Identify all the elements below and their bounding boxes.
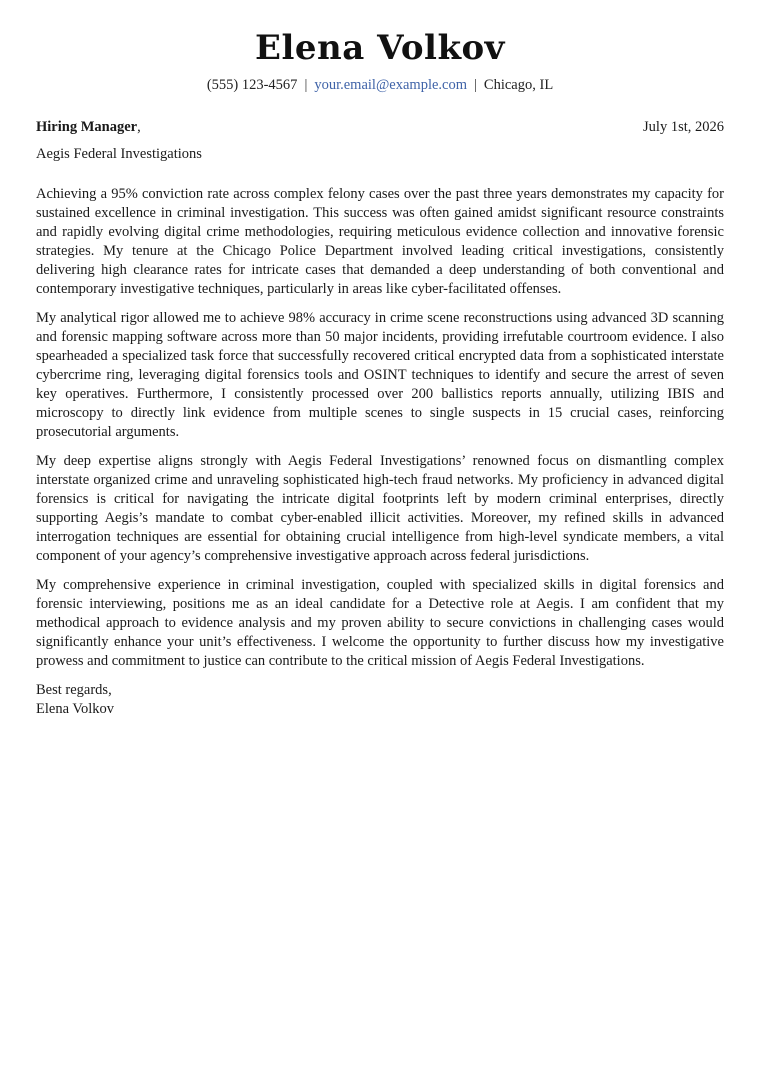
location: Chicago, IL [483,77,554,93]
body-paragraph: Achieving a 95% conviction rate across complex felony cases over the past three years demonstrates my capacity for sustained excellence in criminal investigation. This success was often gained amidst significant resource constraints and rapidly evolving digital crime methodologies, requiring meticulous evidence collection and innovative forensic strategies. My tenure at the Chicago Police Department involved leading critical investigations, consistently delivering high clearance rates for intricate cases that demanded a deep understanding of both conventional and contemporary investigative techniques, particularly in areas like cyber-facilitated offenses. [36,186,724,297]
salutation-row [36,118,724,136]
applicant-name: Elena Volkov [255,28,505,68]
company-name: Aegis Federal Investigations [36,146,202,162]
recipient-punctuation: , [137,119,141,135]
recipient-name: Hiring Manager [36,119,138,135]
phone-number: (555) 123-4567 [206,77,298,93]
closing-block [36,681,724,719]
letter-date: July 1st, 2026 [643,119,724,135]
email-link[interactable]: your.email@example.com [314,77,468,93]
body-paragraph: My deep expertise aligns strongly with Aegis Federal Investigations’ renowned focus on dismantling complex interstate organized crime and unraveling sophisticated high-tech fraud networks. My proficiency in advanced digital forensics is critical for navigating the intricate digital footprints left by modern criminal enterprises, directly supporting Aegis’s mandate to combat cyber-enabled illicit activities. Moreover, my refined skills in advanced interrogation techniques are essential for obtaining crucial intelligence from high-level syndicate members, a vital component of your agency’s comprehensive investigative approach across federal jurisdictions. [36,453,724,564]
body-paragraph: My analytical rigor allowed me to achieve 98% accuracy in crime scene reconstructions using advanced 3D scanning and forensic mapping software across more than 50 major incidents, providing irrefutable courtroom evidence. I also spearheaded a specialized task force that successfully recovered critical encrypted data from a sophisticated interstate cybercrime ring, leveraging digital forensics tools and OSINT techniques to identify and secure the arrest of seven key operatives. Furthermore, I consistently processed over 200 ballistics reports annually, utilizing IBIS and microscopy to directly link evidence from multiple scenes to single suspects in 15 crucial cases, reinforcing prosecutorial arguments. [36,310,724,440]
salutation [36,118,141,136]
letter-body [36,185,724,671]
body-paragraph: My comprehensive experience in criminal investigation, coupled with specialized skills in digital forensics and forensic interviewing, positions me as an ideal candidate for a Detective role at Aegis. I am confident that my methodical approach to evidence analysis and my proven ability to secure convictions in challenging cases would significantly enhance your unit’s effectiveness. I welcome the opportunity to further discuss how my investigative prowess and commitment to justice can contribute to the critical mission of Aegis Federal Investigations. [36,577,724,669]
closing-phrase: Best regards, [36,682,112,698]
contact-separator: | [304,77,308,93]
contact-line [36,76,724,94]
contact-separator: | [474,77,477,93]
signature-name: Elena Volkov [36,701,115,717]
